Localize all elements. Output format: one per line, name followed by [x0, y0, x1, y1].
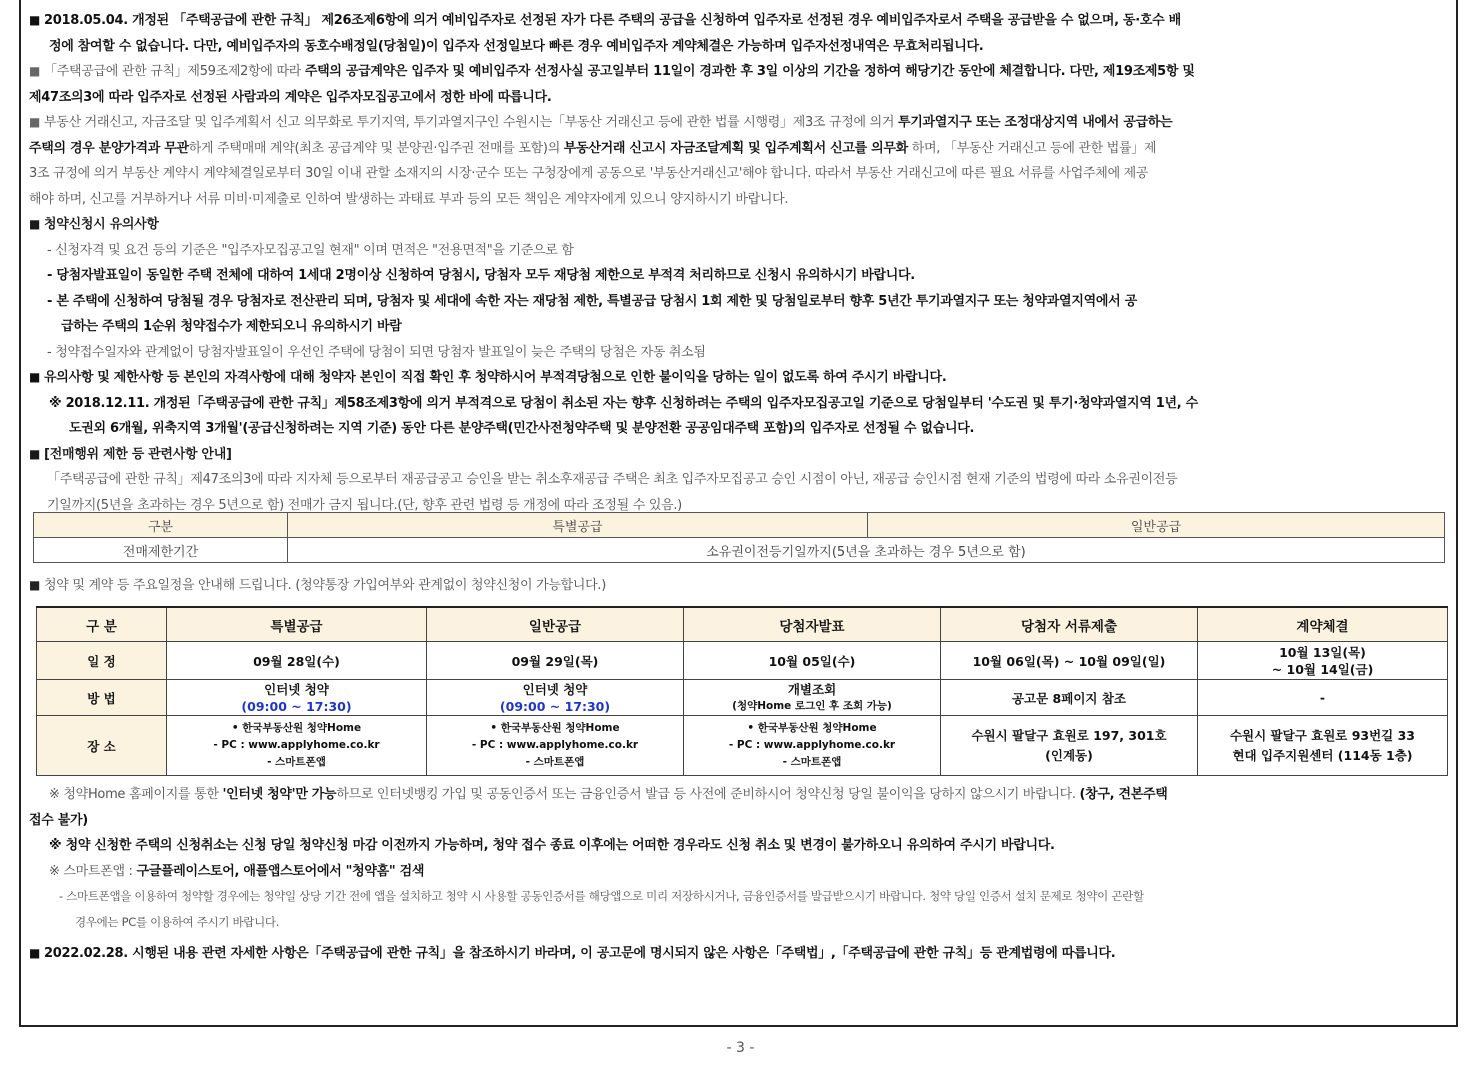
note-smartphone-app: ※ 스마트폰앱 : 구글플레이스토어, 애플앱스토어에서 "청약홈" 검색	[49, 863, 425, 879]
section-heading-application-notes: ■ 청약신청시 유의사항	[29, 217, 159, 232]
cell-docs-method: 공고문 8페이지 참조	[941, 680, 1198, 716]
note-cancellation: ※ 청약 신청한 주택의 신청취소는 신청 당일 청약신청 마감 이전까지 가능하며, 청약 접수 종료 이후에는 어떠한 경우라도 신청 취소 및 변경이 불가하오니 유의하여 주시기 바랍니다.	[49, 838, 1055, 853]
cell-contract-place: 수원시 팔달구 효원로 93번길 33 현대 입주지원센터 (114동 1층)	[1198, 716, 1448, 776]
paragraph-resale: 「주택공급에 관한 규칙」제47조의3에 따라 지자체 등으로부터 재공급공고 승인을 받는 취소후재공급 주택은 최초 입주자모집공고 승인 시점이 아닌, 재공급 승인시점 현재 기준의 법령에 따라 소유권이전등	[47, 472, 1178, 487]
paragraph-resupply-rule-cont: 정에 참여할 수 없습니다. 다만, 예비입주자의 동호수배정일(당첨일)이 입주자 선정일보다 빠른 경우 예비입주자 계약체결은 가능하며 입주자선정내역은 무효처리됩니다.	[49, 38, 984, 54]
table-row-method	[37, 680, 1448, 716]
cell-announce-place: • 한국부동산원 청약Home - PC : www.applyhome.co.kr - 스마트폰앱	[684, 716, 941, 776]
resale-restriction-table	[33, 512, 1445, 563]
paragraph-contract-period-cont: 제47조의3에 따라 입주자로 선정된 사람과의 계약은 입주자모집공고에서 정한 바에 따릅니다.	[29, 89, 552, 105]
table-header-row	[34, 513, 1445, 538]
cell-special-date: 09월 28일(수)	[167, 642, 427, 680]
row-label: 방 법	[37, 680, 167, 716]
list-item: - 청약접수일자와 관계없이 당첨자발표일이 우선인 주택에 당첨이 되면 당첨자 발표일이 늦은 주택의 당첨은 자동 취소됨	[47, 344, 706, 360]
note-disqualification-cont: 도권외 6개월, 위축지역 3개월'(공급신청하려는 지역 기준) 동안 다른 분양주택(민간사전청약주택 및 분양전환 공공임대주택 포함)의 입주자로 선정될 수 없습니다.	[69, 421, 975, 436]
cell-general-method: 인터넷 청약 (09:00 ~ 17:30)	[427, 680, 684, 716]
cell-general-date: 09월 29일(목)	[427, 642, 684, 680]
note-certificate-cont: 경우에는 PC를 이용하여 주시기 바랍니다.	[75, 914, 280, 929]
header-category: 구 분	[37, 607, 167, 642]
square-bullet-icon: ■	[29, 115, 41, 129]
header-general-supply: 일반공급	[868, 513, 1445, 538]
header-general-supply: 일반공급	[427, 607, 684, 642]
section-heading-resale-restriction: ■ [전매행위 제한 등 관련사항 안내]	[29, 446, 232, 462]
cell-docs-date: 10월 06일(목) ~ 10월 09일(일)	[941, 642, 1198, 680]
row-label-resale-period: 전매제한기간	[34, 538, 288, 563]
square-bullet-icon: ■	[29, 64, 41, 78]
cell-special-place: • 한국부동산원 청약Home - PC : www.applyhome.co.kr - 스마트폰앱	[167, 716, 427, 776]
list-item-cont: 급하는 주택의 1순위 청약접수가 제한되오니 유의하시기 바람	[61, 319, 402, 334]
paragraph-contract-period: ■ 「주택공급에 관한 규칙」제59조제2항에 따라 주택의 공급계약은 입주자 및 예비입주자 선정사실 공고일부터 11일이 경과한 후 3일 이상의 기간을 정하여 해당기간 동안에 체결합니다. 다만, 제19조제5항 및	[29, 64, 1195, 79]
table-header-row	[37, 607, 1448, 642]
paragraph-resupply-rule: ■ 2018.05.04. 개정된 「주택공급에 관한 규칙」 제26조제6항에 의거 예비입주자로 선정된 자가 다른 주택의 공급을 신청하여 입주자로 선정된 경우 예비입주자로서 주택을 공급받을 수 없으며, 동·호수 배	[29, 13, 1181, 28]
cell-contract-date: 10월 13일(목) ~ 10월 14일(금)	[1198, 642, 1448, 680]
square-bullet-icon: ■	[29, 217, 41, 231]
schedule-intro: ■ 청약 및 계약 등 주요일정을 안내해 드립니다. (청약통장 가입여부와 관계없이 청약신청이 가능합니다.)	[29, 578, 606, 593]
list-item: - 본 주택에 신청하여 당첨될 경우 당첨자로 전산관리 되며, 당첨자 및 세대에 속한 자는 재당첨 제한, 특별공급 당첨시 1회 제한 및 당첨일로부터 향후 5년간 투기과열지구 또는 청약과열지역에서 공	[47, 293, 1137, 309]
square-bullet-icon: ■	[29, 13, 41, 27]
note-certificate: - 스마트폰앱을 이용하여 청약할 경우에는 청약일 상당 기간 전에 앱을 설치하고 청약 시 사용할 공동인증서를 해당앱으로 미리 저장하시거나, 금융인증서를 발급받으시기 바랍니다. 청약 당일 인증서 설치 문제로 청약이 곤란할	[59, 889, 1144, 903]
table-row-schedule	[37, 642, 1448, 680]
header-winner-announcement: 당첨자발표	[684, 607, 941, 642]
square-bullet-icon: ■	[29, 446, 41, 461]
header-document-submission: 당첨자 서류제출	[941, 607, 1198, 642]
cell-special-method: 인터넷 청약 (09:00 ~ 17:30)	[167, 680, 427, 716]
square-bullet-icon: ■	[29, 946, 41, 960]
square-bullet-icon: ■	[29, 578, 41, 592]
header-contract: 계약체결	[1198, 607, 1448, 642]
note-disqualification: ※ 2018.12.11. 개정된「주택공급에 관한 규칙」제58조제3항에 의거 부적격으로 당첨이 취소된 자는 향후 신청하려는 주택의 입주자모집공고일 기준으로 당첨일부터 '수도권 및 투기·청약과열지역 1년, 수	[49, 395, 1198, 411]
paragraph-final-reference: ■ 2022.02.28. 시행된 내용 관련 자세한 사항은「주택공급에 관한 규칙」을 참조하시기 바라며, 이 공고문에 명시되지 않은 사항은「주택법」,「주택공급에 관한 규칙」등 관계법령에 따릅니다.	[29, 946, 1116, 961]
page-number: - 3 -	[726, 1040, 755, 1056]
schedule-table	[36, 606, 1448, 776]
header-special-supply: 특별공급	[288, 513, 868, 538]
notice-body	[29, 8, 1454, 518]
row-label: 일 정	[37, 642, 167, 680]
resale-period-value: 소유권이전등기일까지(5년을 초과하는 경우 5년으로 함)	[288, 538, 1445, 563]
list-item: - 신청자격 및 요건 등의 기준은 "입주자모집공고일 현재" 이며 면적은 "전용면적"을 기준으로 함	[47, 242, 574, 258]
paragraph-real-estate-report-l4: 해야 하며, 신고를 거부하거나 서류 미비·미제출로 인하여 발생하는 과태료 부과 등의 모든 책임은 계약자에게 있으니 양지하시기 바랍니다.	[29, 191, 789, 207]
paragraph-real-estate-report-l3: 3조 규정에 의거 부동산 계약시 계약체결일로부터 30일 이내 관할 소재지의 시장·군수 또는 구청장에게 공동으로 '부동산거래신고'해야 합니다. 따라서 부동산 거래신고에 따른 필요 서류를 사업주체에 제공	[29, 166, 1149, 181]
cell-announce-date: 10월 05일(수)	[684, 642, 941, 680]
list-item: - 당첨자발표일이 동일한 주택 전체에 대하여 1세대 2명이상 신청하여 당첨시, 당첨자 모두 재당첨 제한으로 부적격 처리하므로 신청시 유의하시기 바랍니다.	[47, 268, 915, 283]
paragraph-real-estate-report: ■ 부동산 거래신고, 자금조달 및 입주계획서 신고 의무화로 투기지역, 투기과열지구인 수원시는「부동산 거래신고 등에 관한 법률 시행령」제3조 규정에 의거 투기과열지구 또는 조정대상지역 내에서 공급하는	[29, 115, 1173, 130]
square-bullet-icon: ■	[29, 370, 41, 384]
paragraph-real-estate-report-l2: 주택의 경우 분양가격과 무관하게 주택매매 계약(최초 공급계약 및 분양권·입주권 전매를 포함)의 부동산거래 신고시 자금조달계획 및 입주계획서 신고를 의무화 하며, 「부동산 거래신고 등에 관한 법률」제	[29, 140, 1157, 156]
table-row-place	[37, 716, 1448, 776]
paragraph-eligibility-warning: ■ 유의사항 및 제한사항 등 본인의 자격사항에 대해 청약자 본인이 직접 확인 후 청약하시어 부적격당첨으로 인한 불이익을 당하는 일이 없도록 하여 주시기 바랍니다.	[29, 370, 947, 385]
note-internet-only-cont: 접수 불가)	[29, 812, 88, 828]
header-category: 구분	[34, 513, 288, 538]
note-internet-only: ※ 청약Home 홈페이지를 통한 '인터넷 청약'만 가능하므로 인터넷뱅킹 가입 및 공동인증서 또는 금융인증서 발급 등 사전에 준비하시어 청약신청 당일 불이익을 당하지 않으시기 바랍니다. (창구, 견본주택	[49, 787, 1168, 802]
cell-docs-place: 수원시 팔달구 효원로 197, 301호 (인계동)	[941, 716, 1198, 776]
row-label: 장 소	[37, 716, 167, 776]
cell-general-place: • 한국부동산원 청약Home - PC : www.applyhome.co.kr - 스마트폰앱	[427, 716, 684, 776]
table-row	[34, 538, 1445, 563]
cell-announce-method: 개별조회 (청약Home 로그인 후 조회 가능)	[684, 680, 941, 716]
cell-contract-method: -	[1198, 680, 1448, 716]
header-special-supply: 특별공급	[167, 607, 427, 642]
paragraph-resale-cont: 기일까지(5년을 초과하는 경우 5년으로 함) 전매가 금지 됩니다.(단, 향후 관련 법령 등 개정에 따라 조정될 수 있음.)	[47, 497, 682, 513]
notes-block	[29, 782, 1454, 935]
